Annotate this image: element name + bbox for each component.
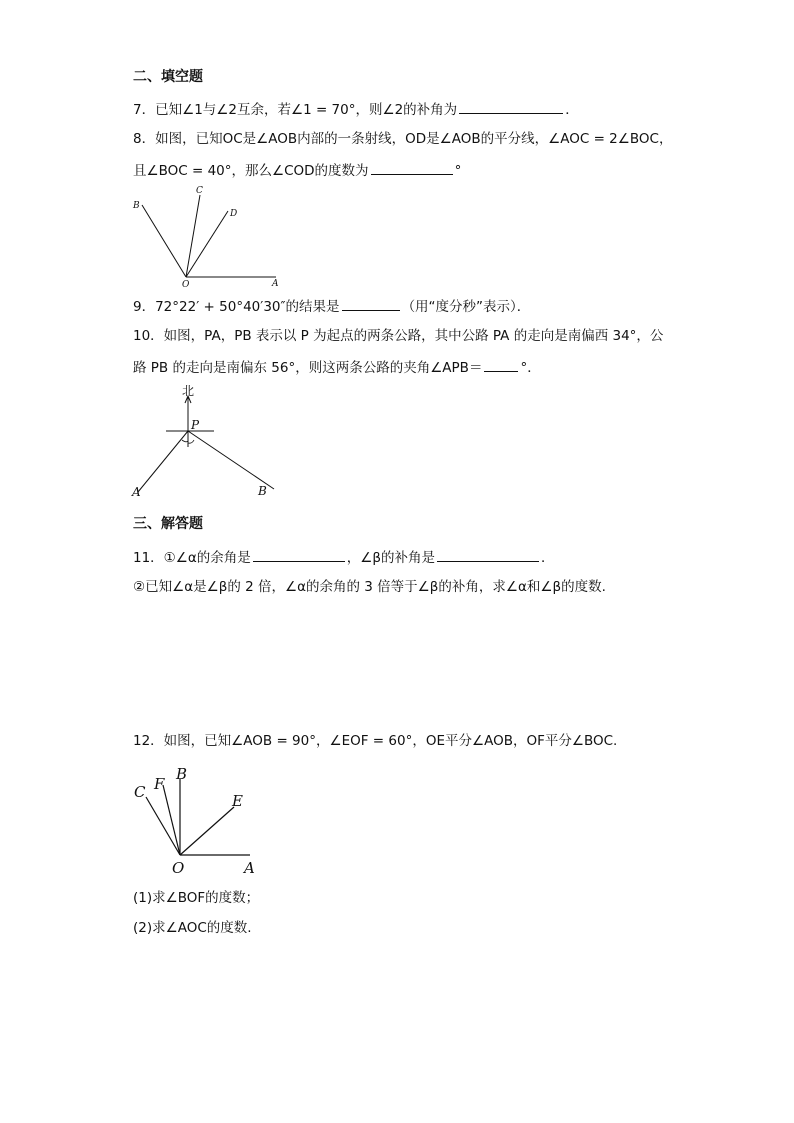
question-10-answer-blank	[484, 358, 518, 372]
question-10-figure	[128, 385, 288, 500]
question-12: 12．如图，已知∠AOB = 90°，∠EOF = 60°，OE平分∠AOB，OF平分∠BOC.	[133, 733, 618, 749]
label-B: B	[176, 765, 188, 783]
question-7	[133, 100, 579, 119]
question-12-sub-1: (1)求∠BOF的度数；	[133, 890, 260, 906]
label-B: B	[258, 484, 267, 498]
ray-OF	[163, 785, 180, 855]
question-10-line-2	[133, 358, 541, 377]
label-A: A	[132, 485, 141, 499]
question-12-figure	[128, 763, 268, 878]
label-O: O	[172, 859, 185, 877]
section-heading-solve: 三、解答题	[133, 516, 203, 532]
section-heading-fill-in: 二、填空题	[133, 69, 203, 85]
label-north: 北	[182, 385, 195, 398]
question-7-text: 7．已知∠1与∠2互余，若∠1 = 70°，则∠2的补角为	[133, 102, 458, 118]
question-7-end: ．	[565, 102, 579, 118]
question-10-line-2-text: 路 PB 的走向是南偏东 56°，则这两条公路的夹角∠APB＝	[133, 360, 483, 376]
label-E: E	[232, 792, 243, 810]
question-9-end: （用“度分秒”表示）．	[401, 299, 531, 315]
label-P: P	[191, 418, 200, 432]
label-C: C	[196, 186, 203, 196]
question-11-part-b: ，∠β的补角是	[346, 550, 436, 566]
question-8-end: °	[454, 163, 462, 179]
question-10-end: °．	[520, 360, 541, 376]
question-8-line-2-text: 且∠BOC = 40°，那么∠COD的度数为	[133, 163, 369, 179]
label-C: C	[134, 783, 146, 801]
angle-mark-34	[182, 440, 188, 442]
label-O: O	[182, 280, 190, 288]
question-8-figure	[128, 183, 288, 288]
label-F: F	[154, 775, 165, 793]
question-11-part-c: ．	[541, 550, 555, 566]
question-10-line-1: 10．如图，PA，PB 表示以 P 为起点的两条公路，其中公路 PA 的走向是南偏西 34°，公	[133, 328, 664, 344]
question-11-line-1	[133, 548, 555, 567]
ray-OB	[142, 205, 186, 277]
label-D: D	[230, 209, 238, 219]
ray-OE	[180, 807, 234, 855]
question-9-answer-blank	[342, 297, 400, 311]
label-B: B	[133, 201, 140, 211]
question-11-line-2: ②已知∠α是∠β的 2 倍，∠α的余角的 3 倍等于∠β的补角，求∠α和∠β的度数.	[133, 579, 606, 595]
question-12-sub-2: (2)求∠AOC的度数.	[133, 920, 252, 936]
label-A: A	[272, 279, 279, 288]
question-9-text: 9．72°22′ + 50°40′30″的结果是	[133, 299, 340, 315]
question-8-line-2	[133, 161, 461, 180]
question-11-blank-1	[253, 548, 345, 562]
question-11-part-a: 11．①∠α的余角是	[133, 550, 251, 566]
question-7-answer-blank	[459, 100, 563, 114]
ray-OC	[146, 797, 180, 855]
question-9	[133, 297, 530, 316]
question-8-answer-blank	[371, 161, 453, 175]
road-PA	[138, 431, 188, 492]
road-PB	[188, 431, 274, 489]
ray-OD	[186, 211, 228, 277]
question-8-line-1: 8．如图，已知OC是∠AOB内部的一条射线，OD是∠AOB的平分线，∠AOC = 2∠BOC，	[133, 131, 673, 147]
label-A: A	[244, 859, 255, 877]
angle-mark-56	[188, 440, 194, 443]
question-11-blank-2	[437, 548, 539, 562]
ray-OC	[186, 195, 200, 277]
